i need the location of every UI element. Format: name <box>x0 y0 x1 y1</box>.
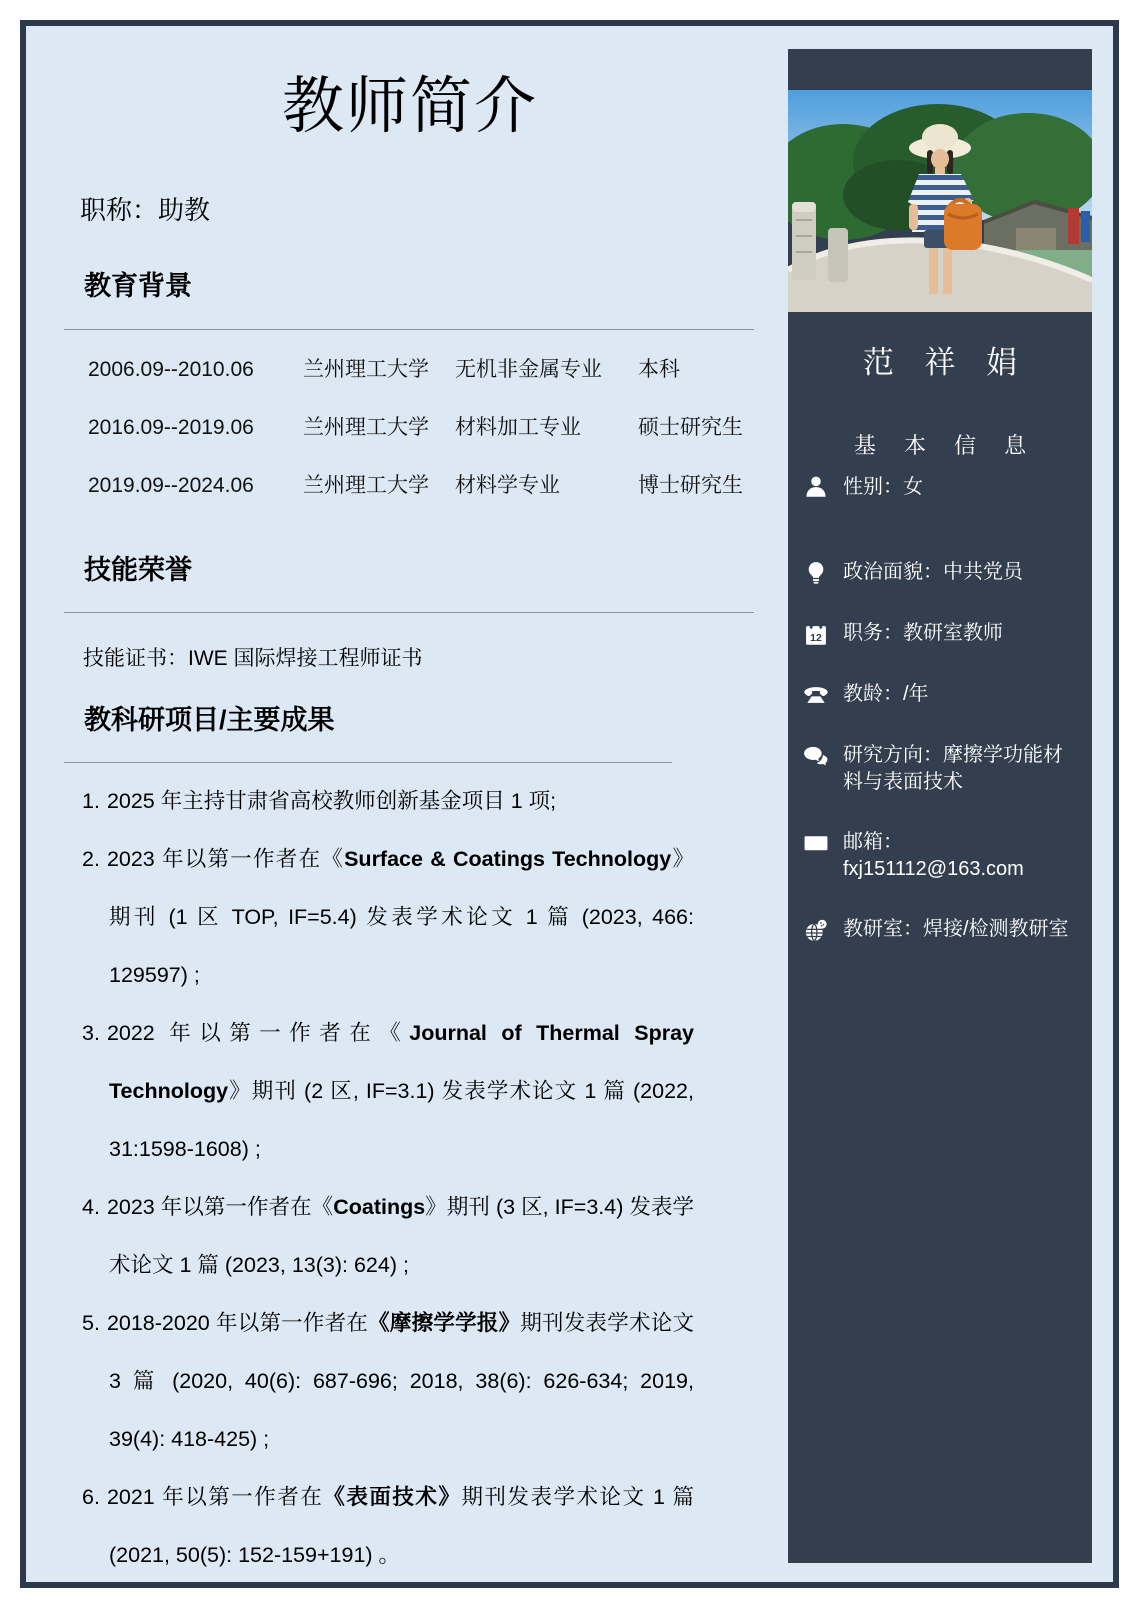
profile-photo <box>788 90 1092 312</box>
publication-item <box>82 1294 694 1468</box>
mail-icon <box>802 829 830 857</box>
education-degree: 硕士研究生 <box>638 416 743 439</box>
publication-text: 2025 年主持甘肃省高校教师创新基金项目 1 项; <box>106 789 557 813</box>
publication-item <box>82 830 694 1004</box>
basic-info-heading: 基 本 信 息 <box>853 433 1038 458</box>
education-degree: 博士研究生 <box>638 474 743 497</box>
sidebar-info-text: 性别：女 <box>843 476 923 498</box>
sidebar-info-item <box>802 559 1082 587</box>
calendar-icon <box>802 620 830 648</box>
sidebar-info-text: 职务：教研室教师 <box>843 622 1003 644</box>
publication-text: 2023 年以第一作者在《Surface & Coatings Technology》期刊 (1 区 TOP, IF=5.4) 发表学术论文 1 篇 (2023, 466: 129597) ; <box>106 847 694 987</box>
divider <box>64 329 754 330</box>
section-heading-education: 教育背景 <box>84 271 192 301</box>
divider <box>64 612 754 613</box>
sidebar-info-item <box>802 681 1082 709</box>
job-title: 职称：助教 <box>80 195 211 225</box>
education-major: 材料学专业 <box>455 474 560 497</box>
education-school: 兰州理工大学 <box>303 416 429 439</box>
publication-text: 2022 年以第一作者在《Journal of Thermal Spray Technology》期刊 (2 区, IF=3.1) 发表学术论文 1 篇 (2022, 31:1598-1608) ; <box>106 1021 694 1161</box>
section-heading-research: 教科研项目/主要成果 <box>84 705 335 735</box>
education-row <box>88 414 754 442</box>
svg-text:12: 12 <box>810 631 822 644</box>
publication-number: 2. <box>82 847 100 871</box>
education-period: 2016.09--2019.06 <box>88 416 254 439</box>
publication-number: 4. <box>82 1195 100 1219</box>
sidebar-info-text: 邮箱：fxj151112@163.com <box>843 831 1024 880</box>
sidebar-info-text: 教研室：焊接/检测教研室 <box>843 918 1069 940</box>
skill-certificate: 技能证书：IWE 国际焊接工程师证书 <box>83 647 423 670</box>
publication-text: 2018-2020 年以第一作者在《摩擦学学报》期刊发表学术论文 3 篇 (2020, 40(6): 687-696; 2018, 38(6): 626-634; 2019, 39(4): 418-425) ; <box>106 1311 694 1451</box>
sidebar-info-item <box>802 620 1082 648</box>
education-school: 兰州理工大学 <box>303 474 429 497</box>
sidebar-info-item <box>802 742 1082 796</box>
publication-text: 2023 年以第一作者在《Coatings》期刊 (3 区, IF=3.4) 发表学术论文 1 篇 (2023, 13(3): 624) ; <box>106 1195 694 1277</box>
publication-list <box>82 772 694 1584</box>
sidebar-info-text: 教龄：/年 <box>843 683 929 705</box>
sidebar-info-text: 政治面貌：中共党员 <box>843 561 1023 583</box>
publication-item <box>82 1468 694 1584</box>
publication-number: 5. <box>82 1311 100 1335</box>
publication-item <box>82 1178 694 1294</box>
education-table <box>88 356 754 530</box>
publication-text: 2021 年以第一作者在《表面技术》期刊发表学术论文 1 篇 (2021, 50(5): 152-159+191) 。 <box>106 1485 694 1567</box>
publication-number: 6. <box>82 1485 100 1509</box>
publication-item <box>82 1004 694 1178</box>
divider <box>64 762 672 763</box>
section-heading-skills: 技能荣誉 <box>84 555 192 585</box>
lightbulb-icon <box>802 559 830 587</box>
education-major: 无机非金属专业 <box>455 358 602 381</box>
sidebar <box>788 49 1092 1563</box>
globe-icon <box>802 916 830 944</box>
education-period: 2006.09--2010.06 <box>88 358 254 381</box>
education-period: 2019.09--2024.06 <box>88 474 254 497</box>
chat-icon <box>802 742 830 770</box>
education-degree: 本科 <box>638 358 680 381</box>
sidebar-info-item <box>802 916 1082 944</box>
education-row <box>88 356 754 384</box>
publication-number: 3. <box>82 1021 100 1045</box>
education-school: 兰州理工大学 <box>303 358 429 381</box>
publication-item <box>82 772 694 830</box>
education-major: 材料加工专业 <box>455 416 581 439</box>
publication-number: 1. <box>82 789 100 813</box>
sidebar-info-item <box>802 474 1082 502</box>
person-name: 范 祥 娟 <box>862 345 1029 380</box>
education-row <box>88 472 754 500</box>
page-title: 教师简介 <box>281 72 538 141</box>
sidebar-info-item <box>802 829 1082 883</box>
phone-icon <box>802 681 830 709</box>
basic-info-list <box>802 474 1082 977</box>
person-icon <box>802 474 830 502</box>
sidebar-info-text: 研究方向：摩擦学功能材料与表面技术 <box>843 744 1063 793</box>
